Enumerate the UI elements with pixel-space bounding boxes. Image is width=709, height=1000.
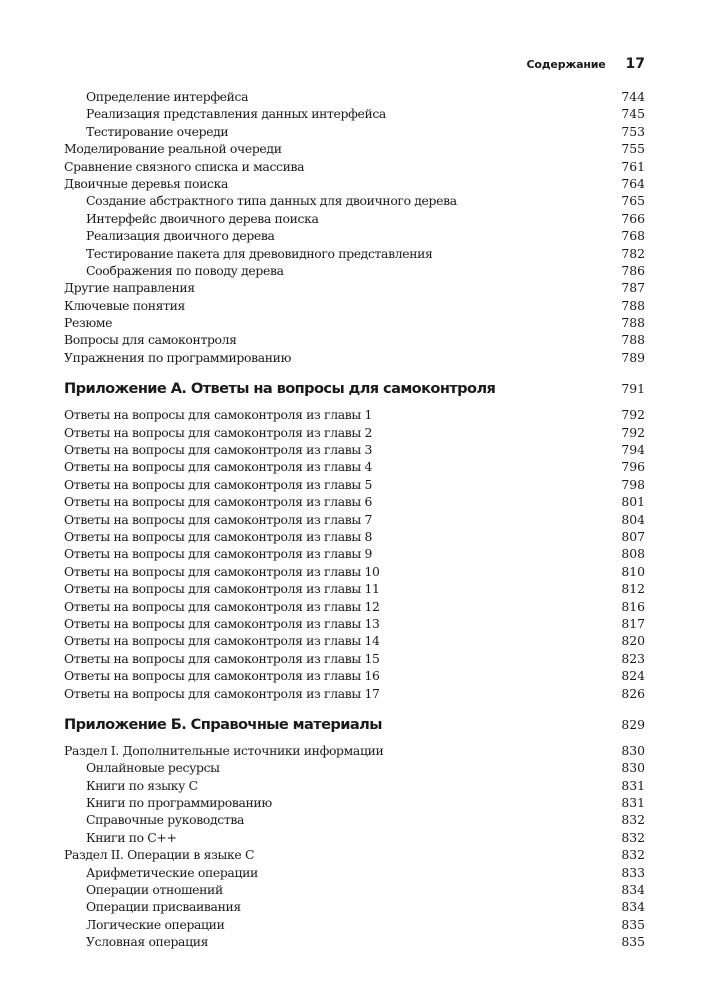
toc-entry-title: Ответы на вопросы для самоконтроля из главы 17 <box>64 685 380 701</box>
toc-entry-page: 786 <box>621 262 645 278</box>
toc-entry-title: Операции отношений <box>86 882 223 898</box>
toc-entry-page: 798 <box>621 476 645 492</box>
toc-entry-title: Операции присваивания <box>86 899 241 915</box>
toc-entry <box>64 511 645 528</box>
toc-entry-page: 817 <box>621 615 645 631</box>
toc-entry <box>64 846 645 863</box>
toc-entry <box>64 105 645 122</box>
toc-entry-title: Тестирование пакета для древовидного представления <box>86 245 433 261</box>
toc-entry-page: 787 <box>621 280 645 296</box>
toc-entry <box>64 493 645 510</box>
toc-entry <box>64 227 645 244</box>
toc-entry-page: 835 <box>621 916 645 932</box>
toc-entry <box>64 742 645 759</box>
toc-entry-page: 792 <box>621 424 645 440</box>
toc-entry-page: 816 <box>621 598 645 614</box>
toc-entry-page: 788 <box>621 315 645 331</box>
toc-entry-title: Сравнение связного списка и массива <box>64 158 305 174</box>
toc-entry <box>64 777 645 794</box>
appendix-heading-page: 829 <box>621 716 645 732</box>
toc-entry-page: 832 <box>621 847 645 863</box>
toc-entry <box>64 192 645 209</box>
toc-entry <box>64 158 645 175</box>
toc-entry-title: Реализация представления данных интерфейса <box>86 106 386 122</box>
toc-entry <box>64 123 645 140</box>
toc-entry <box>64 88 645 105</box>
toc-entry-page: 801 <box>621 494 645 510</box>
toc-entry <box>64 759 645 776</box>
toc-entry-title: Ответы на вопросы для самоконтроля из главы 10 <box>64 563 380 579</box>
toc-entry <box>64 297 645 314</box>
toc-entry-title: Двоичные деревья поиска <box>64 175 229 191</box>
toc-entry-page: 826 <box>621 685 645 701</box>
toc-entry-page: 823 <box>621 650 645 666</box>
toc-entry-title: Ответы на вопросы для самоконтроля из главы 11 <box>64 581 380 597</box>
toc-entry <box>64 650 645 667</box>
running-header <box>64 56 645 76</box>
toc-entry-page: 820 <box>621 633 645 649</box>
table-of-contents <box>64 88 645 951</box>
toc-entry-page: 792 <box>621 407 645 423</box>
toc-entry-title: Соображения по поводу дерева <box>86 262 284 278</box>
toc-entry-title: Ответы на вопросы для самоконтроля из главы 9 <box>64 546 373 562</box>
toc-entry-title: Книги по С++ <box>86 829 177 845</box>
toc-entry-title: Упражнения по программированию <box>64 349 292 365</box>
toc-entry-title: Раздел I. Дополнительные источники информации <box>64 742 384 758</box>
toc-entry <box>64 916 645 933</box>
toc-entry-page: 788 <box>621 332 645 348</box>
toc-entry-page: 804 <box>621 511 645 527</box>
toc-entry <box>64 563 645 580</box>
toc-entry-page: 834 <box>621 899 645 915</box>
running-header-section: Содержание <box>526 58 606 71</box>
toc-entry-page: 755 <box>621 141 645 157</box>
toc-entry-page: 782 <box>621 245 645 261</box>
toc-entry <box>64 881 645 898</box>
toc-entry-page: 830 <box>621 760 645 776</box>
toc-entry <box>64 829 645 846</box>
toc-entry-page: 765 <box>621 193 645 209</box>
toc-entry-page: 830 <box>621 742 645 758</box>
toc-entry <box>64 685 645 702</box>
toc-entry <box>64 476 645 493</box>
toc-entry-page: 812 <box>621 581 645 597</box>
toc-entry-title: Ответы на вопросы для самоконтроля из главы 1 <box>64 407 373 423</box>
toc-entry-page: 789 <box>621 349 645 365</box>
toc-entry <box>64 331 645 348</box>
toc-entry-title: Определение интерфейса <box>86 89 249 104</box>
toc-entry-title: Ответы на вопросы для самоконтроля из главы 5 <box>64 476 373 492</box>
toc-entry <box>64 545 645 562</box>
toc-entry-page: 794 <box>621 442 645 458</box>
toc-entry-title: Ответы на вопросы для самоконтроля из главы 4 <box>64 459 373 475</box>
toc-entry-title: Логические операции <box>86 916 225 932</box>
toc-entry-title: Резюме <box>64 315 113 331</box>
toc-entry-page: 766 <box>621 210 645 226</box>
toc-entry-page: 831 <box>621 777 645 793</box>
toc-entry <box>64 615 645 632</box>
toc-entry-page: 833 <box>621 864 645 880</box>
appendix-heading <box>64 714 645 736</box>
toc-entry <box>64 406 645 423</box>
toc-entry-page: 761 <box>621 158 645 174</box>
toc-entry-title: Ответы на вопросы для самоконтроля из главы 14 <box>64 633 380 649</box>
toc-entry <box>64 245 645 262</box>
toc-entry <box>64 279 645 296</box>
toc-entry-page: 753 <box>621 123 645 139</box>
toc-entry <box>64 424 645 441</box>
toc-entry <box>64 140 645 157</box>
toc-entry <box>64 794 645 811</box>
toc-entry-title: Ключевые понятия <box>64 297 186 313</box>
toc-entry-title: Ответы на вопросы для самоконтроля из главы 6 <box>64 494 373 510</box>
appendix-heading-title: Приложение А. Ответы на вопросы для самоконтроля <box>64 380 496 398</box>
toc-entry <box>64 262 645 279</box>
toc-entry-title: Создание абстрактного типа данных для двоичного дерева <box>86 193 457 209</box>
toc-entry <box>64 598 645 615</box>
toc-entry-page: 764 <box>621 175 645 191</box>
appendix-heading-page: 791 <box>621 381 645 397</box>
toc-entry-title: Интерфейс двоичного дерева поиска <box>86 210 319 226</box>
toc-entry-title: Книги по программированию <box>86 795 272 811</box>
toc-entry <box>64 898 645 915</box>
toc-entry <box>64 811 645 828</box>
toc-entry-page: 768 <box>621 228 645 244</box>
toc-entry-title: Ответы на вопросы для самоконтроля из главы 16 <box>64 668 380 684</box>
toc-entry-title: Ответы на вопросы для самоконтроля из главы 7 <box>64 511 373 527</box>
toc-entry-title: Ответы на вопросы для самоконтроля из главы 8 <box>64 528 373 544</box>
toc-entry-title: Раздел II. Операции в языке С <box>64 847 255 863</box>
toc-entry-page: 831 <box>621 795 645 811</box>
toc-entry-title: Справочные руководства <box>86 812 245 828</box>
toc-entry <box>64 580 645 597</box>
toc-entry-page: 810 <box>621 563 645 579</box>
toc-entry-title: Ответы на вопросы для самоконтроля из главы 2 <box>64 424 373 440</box>
appendix-heading <box>64 378 645 400</box>
toc-entry <box>64 210 645 227</box>
toc-entry-title: Ответы на вопросы для самоконтроля из главы 3 <box>64 442 373 458</box>
toc-entry <box>64 458 645 475</box>
toc-entry-title: Книги по языку С <box>86 777 198 793</box>
toc-entry-title: Другие направления <box>64 280 195 296</box>
toc-entry-title: Ответы на вопросы для самоконтроля из главы 12 <box>64 598 380 614</box>
toc-entry-page: 808 <box>621 546 645 562</box>
toc-entry-title: Моделирование реальной очереди <box>64 141 282 157</box>
toc-entry <box>64 175 645 192</box>
toc-entry-title: Реализация двоичного дерева <box>86 228 275 244</box>
appendix-heading-title: Приложение Б. Справочные материалы <box>64 715 382 733</box>
running-header-page-number: 17 <box>625 56 645 72</box>
toc-entry <box>64 933 645 950</box>
toc-entry-title: Ответы на вопросы для самоконтроля из главы 15 <box>64 650 380 666</box>
toc-entry <box>64 441 645 458</box>
toc-entry-page: 832 <box>621 812 645 828</box>
toc-entry-title: Тестирование очереди <box>86 123 229 139</box>
toc-entry-page: 824 <box>621 668 645 684</box>
toc-entry-page: 744 <box>621 89 645 104</box>
toc-entry-page: 796 <box>621 459 645 475</box>
toc-entry <box>64 314 645 331</box>
toc-entry-page: 745 <box>621 106 645 122</box>
toc-entry-title: Условная операция <box>86 934 209 950</box>
toc-entry-page: 834 <box>621 882 645 898</box>
toc-entry-page: 807 <box>621 528 645 544</box>
toc-entry-title: Ответы на вопросы для самоконтроля из главы 13 <box>64 615 380 631</box>
toc-entry-title: Вопросы для самоконтроля <box>64 332 237 348</box>
toc-entry <box>64 667 645 684</box>
toc-entry-page: 788 <box>621 297 645 313</box>
toc-entry-title: Арифметические операции <box>86 864 258 880</box>
toc-entry-title: Онлайновые ресурсы <box>86 760 220 776</box>
toc-entry-page: 835 <box>621 934 645 950</box>
toc-entry <box>64 349 645 366</box>
toc-entry <box>64 632 645 649</box>
toc-entry-page: 832 <box>621 829 645 845</box>
toc-entry <box>64 864 645 881</box>
toc-entry <box>64 528 645 545</box>
